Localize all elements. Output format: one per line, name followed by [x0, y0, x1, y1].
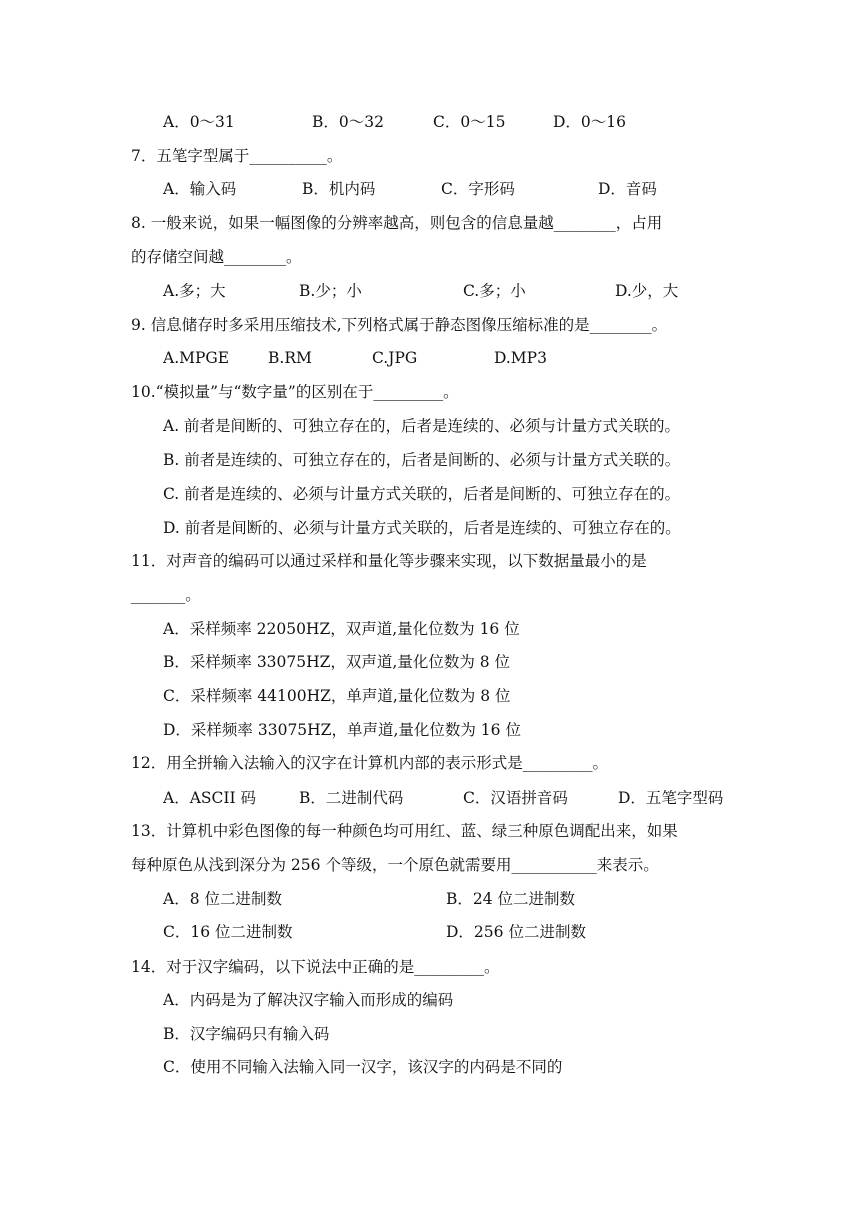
- q8-option-b: B.少；小: [299, 282, 362, 300]
- q11-option-a: A．采样频率 22050HZ，双声道,量化位数为 16 位: [163, 620, 520, 638]
- question-12-stem: 12．用全拼输入法输入的汉字在计算机内部的表示形式是_________。: [131, 754, 608, 772]
- q8-option-c: C.多；小: [463, 282, 526, 300]
- q10-option-c: C. 前者是连续的、必须与计量方式关联的，后者是间断的、可独立存在的。: [163, 485, 681, 503]
- q13-option-d: D．256 位二进制数: [446, 923, 586, 941]
- q14-option-b: B．汉字编码只有输入码: [163, 1025, 330, 1043]
- q7-option-d: D．音码: [598, 180, 657, 198]
- question-11-stem-line2: _______。: [131, 586, 201, 604]
- question-10-stem: 10.“模拟量”与“数字量”的区别在于_________。: [131, 383, 459, 401]
- question-14-stem: 14．对于汉字编码，以下说法中正确的是_________。: [131, 958, 500, 976]
- question-7-stem: 7．五笔字型属于__________。: [131, 147, 343, 165]
- q7-option-a: A．输入码: [163, 180, 237, 198]
- q9-option-b: B.RM: [268, 349, 312, 367]
- q11-option-c: C．采样频率 44100HZ，单声道,量化位数为 8 位: [163, 687, 511, 705]
- q14-option-c: C．使用不同输入法输入同一汉字，该汉字的内码是不同的: [163, 1058, 563, 1076]
- q8-option-a: A.多；大: [163, 282, 226, 300]
- q6-option-c: C．0～15: [433, 113, 506, 131]
- question-8-stem-line2: 的存储空间越________。: [131, 248, 302, 266]
- q13-option-a: A．8 位二进制数: [163, 890, 282, 908]
- q12-option-b: B．二进制代码: [299, 789, 404, 807]
- question-13-stem-line1: 13．计算机中彩色图像的每一种颜色均可用红、蓝、绿三种原色调配出来，如果: [131, 822, 678, 840]
- q11-option-b: B．采样频率 33075HZ，双声道,量化位数为 8 位: [163, 653, 511, 671]
- q12-option-c: C．汉语拼音码: [463, 789, 568, 807]
- q9-option-c: C.JPG: [372, 349, 418, 367]
- q10-option-a: A. 前者是间断的、可独立存在的，后者是连续的、必须与计量方式关联的。: [163, 417, 681, 435]
- q6-option-b: B．0～32: [312, 113, 384, 131]
- q7-option-c: C．字形码: [441, 180, 515, 198]
- q6-option-a: A．0～31: [163, 113, 235, 131]
- question-9-stem: 9. 信息储存时多采用压缩技术,下列格式属于静态图像压缩标准的是________。: [131, 316, 668, 334]
- q11-option-d: D．采样频率 33075HZ，单声道,量化位数为 16 位: [163, 721, 521, 739]
- q7-option-b: B．机内码: [302, 180, 376, 198]
- q6-option-d: D．0～16: [553, 113, 627, 131]
- q8-option-d: D.少，大: [615, 282, 679, 300]
- q9-option-d: D.MP3: [494, 349, 547, 367]
- q9-option-a: A.MPGE: [163, 349, 230, 367]
- q12-option-a: A．ASCII 码: [163, 789, 257, 807]
- q13-option-b: B．24 位二进制数: [446, 890, 576, 908]
- q10-option-d: D. 前者是间断的、必须与计量方式关联的，后者是连续的、可独立存在的。: [163, 519, 681, 537]
- q12-option-d: D．五笔字型码: [618, 789, 724, 807]
- question-13-stem-line2: 每种原色从浅到深分为 256 个等级，一个原色就需要用___________来表示。: [131, 856, 659, 874]
- q14-option-a: A．内码是为了解决汉字输入而形成的编码: [163, 991, 454, 1009]
- q13-option-c: C．16 位二进制数: [163, 923, 293, 941]
- question-8-stem-line1: 8. 一般来说，如果一幅图像的分辨率越高，则包含的信息量越________，占用: [131, 214, 663, 232]
- q10-option-b: B. 前者是连续的、可独立存在的，后者是间断的、必须与计量方式关联的。: [163, 451, 681, 469]
- question-11-stem-line1: 11．对声音的编码可以通过采样和量化等步骤来实现，以下数据量最小的是: [131, 552, 647, 570]
